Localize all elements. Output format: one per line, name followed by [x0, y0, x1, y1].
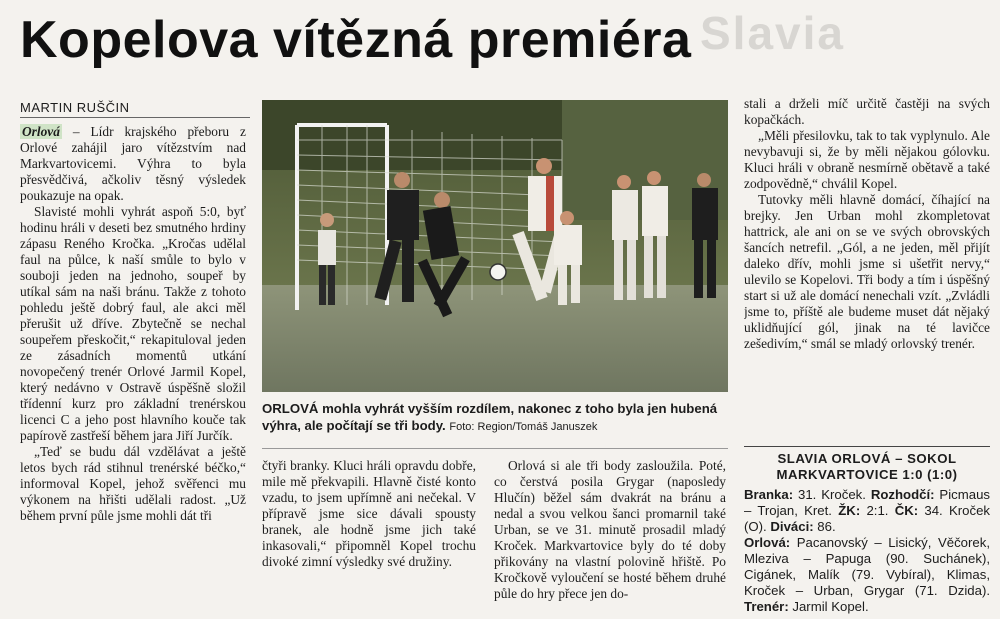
paragraph: Tutovky měli hlavně domácí, číhající na brejky. Jen Urban mohl zkompletovat hattrick, ale ani on se ve svých obrovských šancích netrefil. „Gól, a ne jeden, měl přijít daleko dřív, mohli jsme si ušetřit nervy,“ ulevilo se Kopelovi. Tři body a tím i úspěšný start si už ale domácí nenechali vzít. „Zvládli jsme to, příště ale budeme muset dát nějaký uklidňující gól, jinak na té lavičce zešedivím,“ smál se mladý orlovský trenér.: [744, 192, 990, 351]
dateline: Orlová: [22, 124, 60, 139]
lead-paragraph: Orlová – Lídr krajského přeboru z Orlové zahájil jaro vítězstvím nad Markvartovicemi. Výhra to byla přesvědčivá, ačkoliv těsný výsledek poukazuje na opak.: [20, 124, 246, 203]
caption-divider: [262, 448, 728, 449]
article-column-4: [744, 96, 990, 426]
photo-credit: Foto: Region/Tomáš Januszek: [449, 421, 598, 433]
article-column-3: [494, 458, 726, 614]
team-lineup: Orlová: Pacanovský – Lisický, Věčorek, Mleziva – Papuga (90. Suchánek), Cigánek, Malík (79. Vybíral), Klimas, Kroček – Urban, Grygar (71. Dzida). Trenér: Jarmil Kopel.: [744, 535, 990, 614]
football-match-illustration: [262, 100, 728, 392]
article-headline: Kopelova vítězná premiéra: [20, 11, 692, 69]
match-result-box: [744, 446, 990, 615]
paragraph: „Teď se budu dál vzdělávat a ještě letos bych rád stihnul trenérské béčko,“ informoval Kopel, jehož svěřenci mu výkonem na hřišti udělali radost. „Už během první půle jsme mohli dát tři: [20, 444, 246, 523]
paragraph: Orlová si ale tři body zasloužila. Poté, co čerstvá posila Grygar (naposledy Hlučín) běžel sám dvakrát na bránu a nedal a svou velkou šanci promarnil také Urban, se ve 31. minutě prosadil mladý Kroček. Markvartovice byly do té doby přikovány na vlastní polovině hřiště. Po Kročkově vyloučení se hosté během druhé půle do hry přece jen do-: [494, 458, 726, 601]
match-photo: [262, 100, 728, 392]
article-column-2: [262, 458, 476, 614]
paragraph: „Měli přesilovku, tak to tak vyplynulo. Ale nevybavuji si, že by měli nějakou gólovku. Kluci hráli v obraně nesmírně obětavě a také zodpovědně,“ chválil Kopel.: [744, 128, 990, 191]
adjacent-article-ghost-heading: Slavia: [700, 7, 845, 59]
byline: MARTIN RUŠČIN: [20, 100, 250, 118]
match-result-heading: SLAVIA ORLOVÁ – SOKOL MARKVARTOVICE 1:0 (1:0): [776, 451, 958, 482]
paragraph: stali a drželi míč určitě častěji na svých kopačkách.: [744, 96, 990, 127]
paragraph: čtyři branky. Kluci hráli opravdu dobře, mile mě překvapili. Hlavně čisté konto vzadu, to jsem upřímně ani nečekal. V přípravě jsme sice dávali spousty branek, ale hodně jsme jich také inkasovali,“ připomněl Kopel trochu divoké zimní výsledky své družiny.: [262, 458, 476, 569]
match-officials: Branka: 31. Kroček. Rozhodčí: Picmaus – Trojan, Kret. ŽK: 2:1. ČK: 34. Kroček (O). Diváci: 86.: [744, 487, 991, 534]
article-column-1: [20, 124, 246, 614]
paragraph: Slavisté mohli vyhrát aspoň 5:0, byť hodinu hráli v deseti bez smutného hrdiny zápasu Reného Kročka. „Kročas udělal faul na půlce, k naší smůle to bylo v souboji jeden na jednoho, soupeř by utíkal sám na naši bránu. Takže z tohoto pohledu ještě dobrý faul, ale akci měl přerušit už dříve. Zbytečně se nechal soupeřem přeskočit,“ rekapituloval jeden ze zásadních momentů utkání novopečený trenér Orlové Jarmil Kopel, který nedávno v Ostravě úspěšně složil třídenní kurz pro základní trenérskou licenci C a jeho post hlavního kouče tak papírově zastřeší během jara Jiří Jurčík.: [20, 204, 246, 443]
photo-caption: ORLOVÁ mohla vyhrát vyšším rozdílem, nakonec z toho byla jen hubená výhra, ale počítají se tři body. Foto: Region/Tomáš Januszek: [262, 401, 718, 433]
